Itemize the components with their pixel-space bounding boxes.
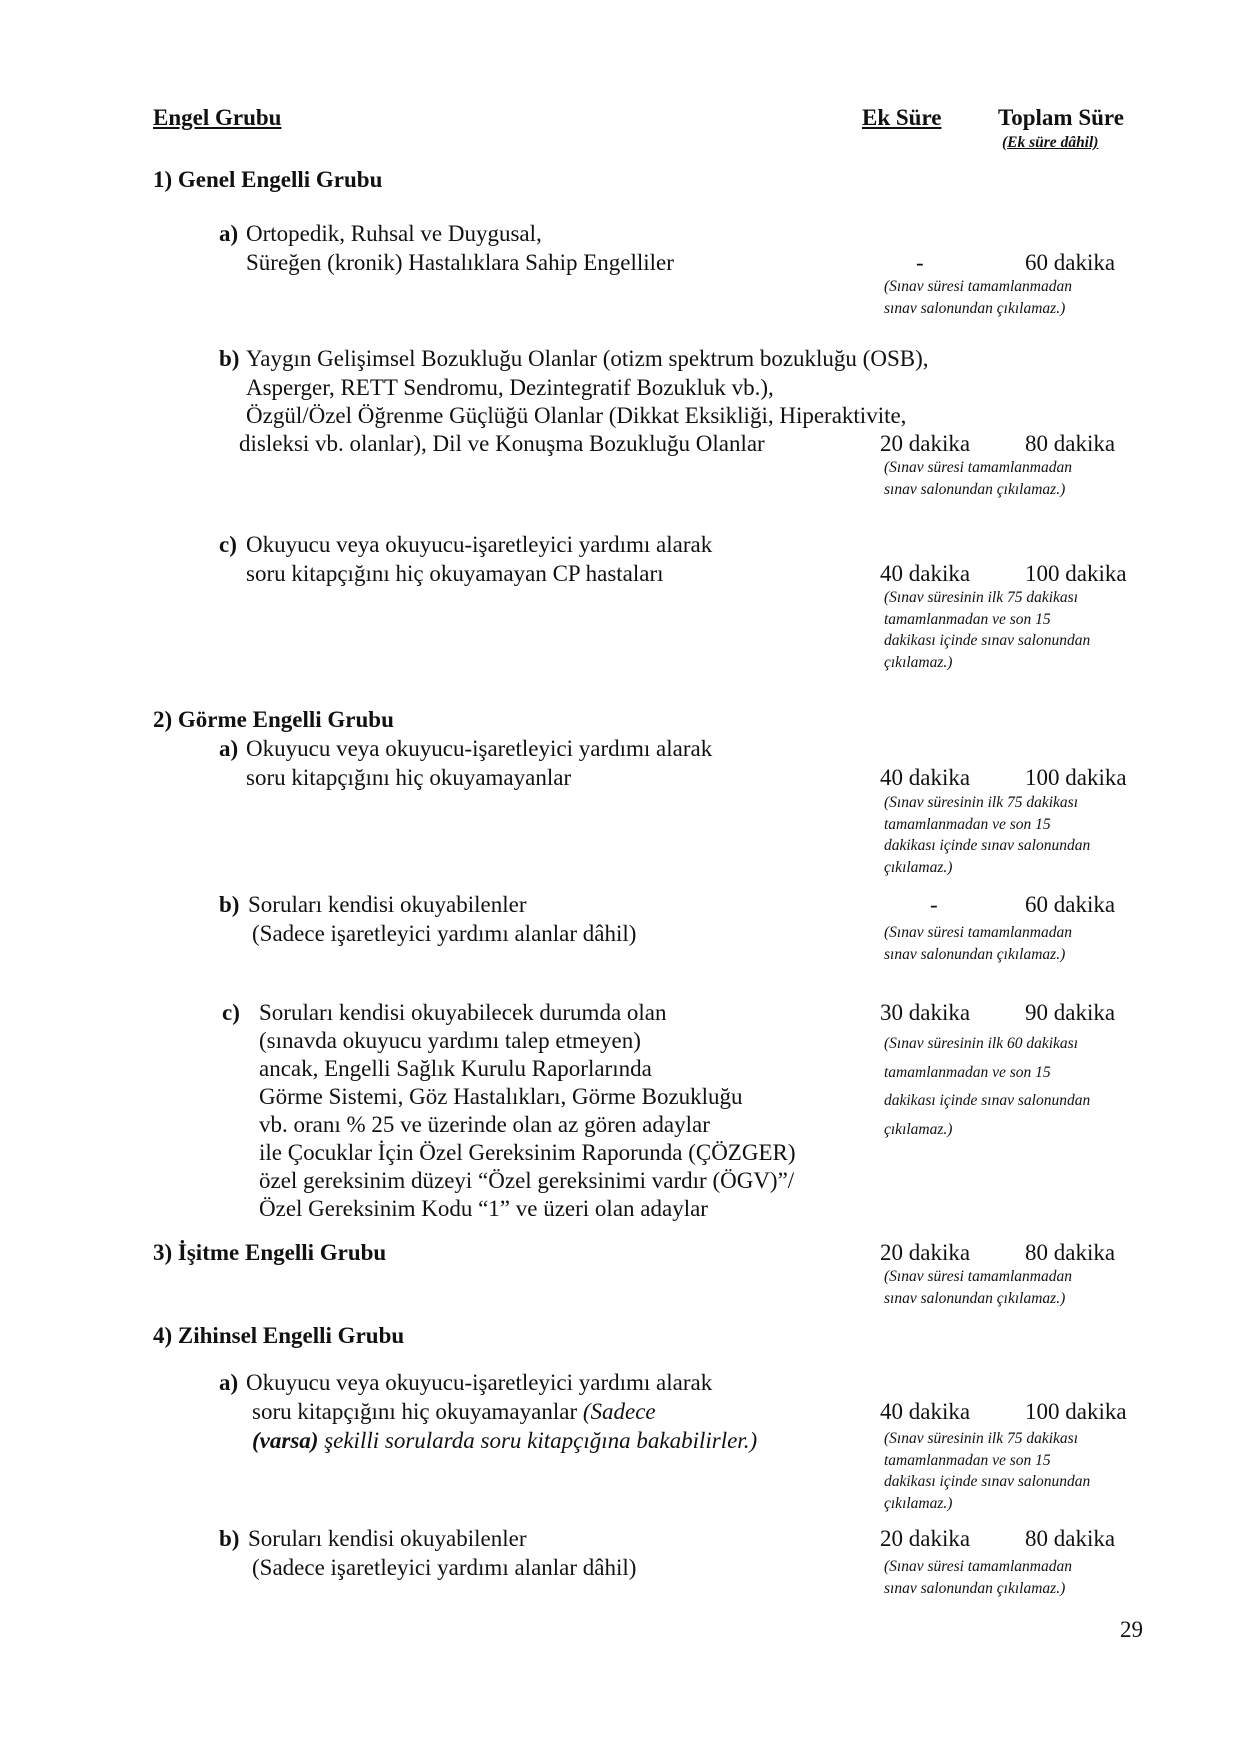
g4-a-total: 100 dakika bbox=[1025, 1399, 1127, 1424]
g4-a-line: Okuyucu veya okuyucu-işaretleyici yardımı alarak bbox=[246, 1370, 713, 1395]
g1-c-extra: 40 dakika bbox=[880, 561, 971, 586]
g4-b-label: b) bbox=[219, 1526, 240, 1551]
g2-a-line: Okuyucu veya okuyucu-işaretleyici yardımı alarak bbox=[246, 736, 713, 761]
g1-b-line: Özgül/Özel Öğrenme Güçlüğü Olanlar (Dikkat Eksikliği, Hiperaktivite, bbox=[246, 403, 907, 428]
g4-b-line: Soruları kendisi okuyabilenler bbox=[248, 1526, 527, 1551]
g1-a-line: Süreğen (kronik) Hastalıklara Sahip Engelliler bbox=[246, 250, 674, 275]
g2-c-extra: 30 dakika bbox=[880, 1000, 971, 1025]
g2-a-total: 100 dakika bbox=[1025, 765, 1127, 790]
g1-c-label: c) bbox=[219, 532, 237, 557]
g1-a-label: a) bbox=[219, 221, 239, 246]
g3-note: (Sınav süresi tamamlanmadan sınav salonundan çıkılamaz.) bbox=[884, 1268, 1072, 1307]
g4-b-extra: 20 dakika bbox=[880, 1526, 971, 1551]
g1-b-extra: 20 dakika bbox=[880, 431, 971, 456]
g1-a-total: 60 dakika bbox=[1025, 250, 1116, 275]
g2-a-line: soru kitapçığını hiç okuyamayanlar bbox=[246, 765, 572, 790]
g4-a-line: soru kitapçığını hiç okuyamayanlar (Sadece bbox=[252, 1399, 656, 1424]
g4-a-label: a) bbox=[219, 1370, 239, 1395]
header-total-time: Toplam Süre bbox=[998, 105, 1124, 130]
g4-b-note: (Sınav süresi tamamlanmadan sınav salonundan çıkılamaz.) bbox=[884, 1558, 1072, 1597]
g1-a-line: Ortopedik, Ruhsal ve Duygusal, bbox=[246, 221, 542, 246]
g2-c-total: 90 dakika bbox=[1025, 1000, 1116, 1025]
g2-a-note: (Sınav süresinin ilk 75 dakikası tamamlanmadan ve son 15 dakikası içinde sınav salonundan çıkılamaz.) bbox=[884, 794, 1091, 876]
g2-b-note: (Sınav süresi tamamlanmadan sınav salonundan çıkılamaz.) bbox=[884, 924, 1072, 963]
header-group: Engel Grubu bbox=[153, 105, 282, 130]
g3-extra: 20 dakika bbox=[880, 1240, 971, 1265]
g2-c-line: Soruları kendisi okuyabilecek durumda olan bbox=[259, 1000, 667, 1025]
g2-c-line: ile Çocuklar İçin Özel Gereksinim Raporunda (ÇÖZGER) bbox=[259, 1140, 796, 1165]
header-total-subtitle: (Ek süre dâhil) bbox=[1002, 134, 1099, 151]
g4-b-line: (Sadece işaretleyici yardımı alanlar dâhil) bbox=[252, 1555, 637, 1580]
g2-c-line: vb. oranı % 25 ve üzerinde olan az gören adaylar bbox=[259, 1112, 710, 1137]
group-4-title: 4) Zihinsel Engelli Grubu bbox=[153, 1323, 405, 1348]
g2-c-line: özel gereksinim düzeyi “Özel gereksinimi vardır (ÖGV)”/ bbox=[259, 1168, 795, 1193]
group-1-title: 1) Genel Engelli Grubu bbox=[153, 167, 383, 192]
g1-b-line: Asperger, RETT Sendromu, Dezintegratif Bozukluk vb.), bbox=[246, 375, 774, 400]
g2-b-label: b) bbox=[219, 892, 240, 917]
g1-b-label: b) bbox=[219, 346, 240, 371]
header-extra-time: Ek Süre bbox=[862, 105, 942, 130]
g2-c-label: c) bbox=[222, 1000, 240, 1025]
g1-b-note: (Sınav süresi tamamlanmadan sınav salonundan çıkılamaz.) bbox=[884, 459, 1072, 498]
g1-b-line: Yaygın Gelişimsel Bozukluğu Olanlar (otizm spektrum bozukluğu (OSB), bbox=[246, 346, 929, 371]
g1-c-line: Okuyucu veya okuyucu-işaretleyici yardımı alarak bbox=[246, 532, 713, 557]
g2-c-line: Özel Gereksinim Kodu “1” ve üzeri olan adaylar bbox=[259, 1196, 708, 1221]
group-2-title: 2) Görme Engelli Grubu bbox=[153, 707, 394, 732]
g2-c-note: (Sınav süresinin ilk 60 dakikası tamamlanmadan ve son 15 dakikası içinde sınav salonundan çıkılamaz.) bbox=[884, 1035, 1091, 1138]
g1-b-line: disleksi vb. olanlar), Dil ve Konuşma Bozukluğu Olanlar bbox=[239, 431, 765, 456]
g2-b-line: Soruları kendisi okuyabilenler bbox=[248, 892, 527, 917]
g2-c-line: ancak, Engelli Sağlık Kurulu Raporlarında bbox=[259, 1056, 652, 1081]
page-number: 29 bbox=[1120, 1617, 1143, 1642]
g1-c-note: (Sınav süresinin ilk 75 dakikası tamamlanmadan ve son 15 dakikası içinde sınav salonundan çıkılamaz.) bbox=[884, 589, 1091, 671]
g2-b-total: 60 dakika bbox=[1025, 892, 1116, 917]
g3-total: 80 dakika bbox=[1025, 1240, 1116, 1265]
g2-b-extra: - bbox=[930, 892, 938, 917]
g4-b-total: 80 dakika bbox=[1025, 1526, 1116, 1551]
g4-a-line: (varsa) şekilli sorularda soru kitapçığına bakabilirler.) bbox=[252, 1428, 758, 1453]
g2-c-line: Görme Sistemi, Göz Hastalıkları, Görme Bozukluğu bbox=[259, 1084, 743, 1109]
g4-a-extra: 40 dakika bbox=[880, 1399, 971, 1424]
g4-a-note: (Sınav süresinin ilk 75 dakikası tamamlanmadan ve son 15 dakikası içinde sınav salonundan çıkılamaz.) bbox=[884, 1430, 1091, 1512]
g1-a-extra: - bbox=[916, 250, 924, 275]
g1-c-line: soru kitapçığını hiç okuyamayan CP hastaları bbox=[246, 561, 664, 586]
g1-a-note: (Sınav süresi tamamlanmadan sınav salonundan çıkılamaz.) bbox=[884, 278, 1072, 317]
g2-b-line: (Sadece işaretleyici yardımı alanlar dâhil) bbox=[252, 921, 637, 946]
g2-a-extra: 40 dakika bbox=[880, 765, 971, 790]
group-3-title: 3) İşitme Engelli Grubu bbox=[153, 1240, 387, 1265]
g1-c-total: 100 dakika bbox=[1025, 561, 1127, 586]
g2-a-label: a) bbox=[219, 736, 239, 761]
g1-b-total: 80 dakika bbox=[1025, 431, 1116, 456]
g2-c-line: (sınavda okuyucu yardımı talep etmeyen) bbox=[259, 1028, 641, 1053]
